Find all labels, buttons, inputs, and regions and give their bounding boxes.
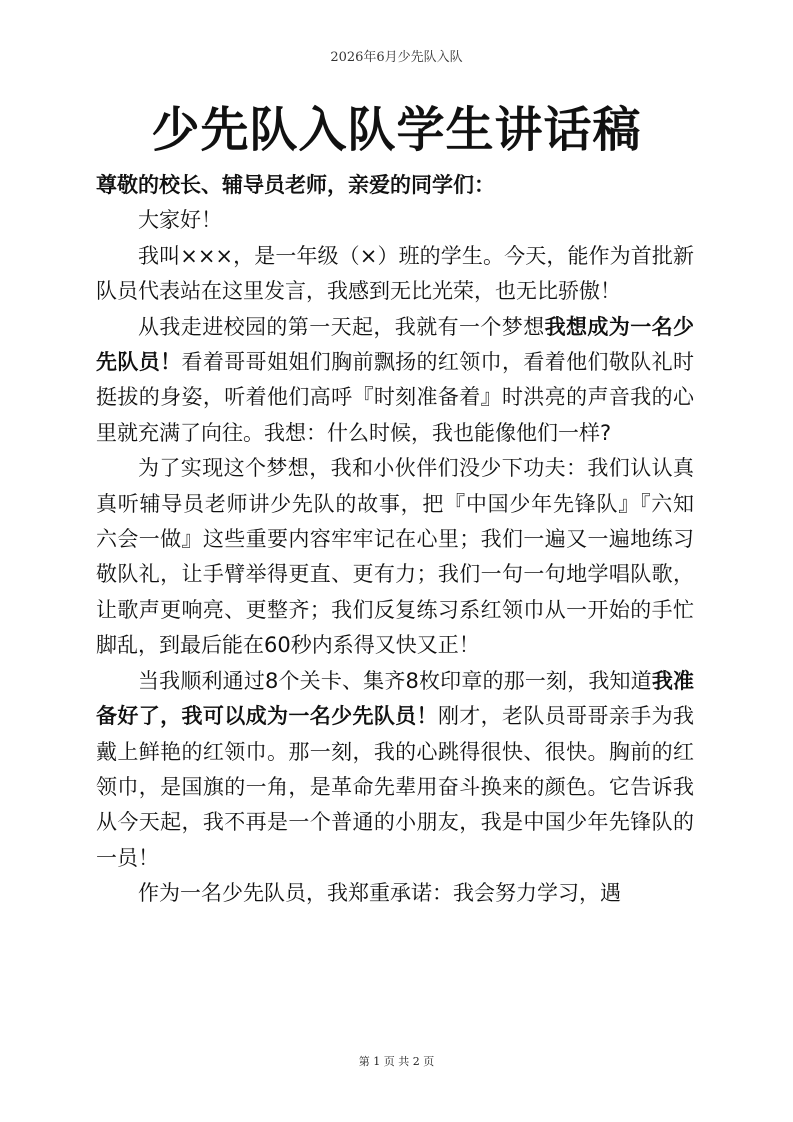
achievement-emphasis: 我准备好了，我可以成为一名少先队员！ (96, 668, 694, 729)
achievement-text-end: 刚才，老队员哥哥亲手为我戴上鲜艳的红领巾。那一刻，我的心跳得很快、很快。胸前的红领巾，是国旗的一角，是革命先辈用奋斗换来的颜色。它告诉我从今天起，我不再是一个普通的小朋友，我是中国少年先锋队的一员！ (96, 704, 695, 870)
achievement-text-start: 当我顺利通过8个关卡、集齐8枚印章的那一刻，我知道 (138, 668, 652, 693)
document-body (96, 168, 694, 912)
paragraph-achievement (96, 664, 694, 876)
paragraph-introduction: 我叫×××，是一年级（×）班的学生。今天，能作为首批新队员代表站在这里发言，我感到无比光荣，也无比骄傲！ (96, 243, 694, 304)
salutation: 尊敬的校长、辅导员老师，亲爱的同学们： (96, 173, 495, 197)
page-header: 2026年6月少先队入队 (330, 50, 463, 65)
paragraph-promise: 作为一名少先队员，我郑重承诺：我会努力学习，遇 (138, 881, 621, 906)
dream-text-start: 从我走进校园的第一天起，我就有一个梦想 (138, 314, 545, 339)
dream-emphasis: 我想成为一名少先队员！ (96, 314, 695, 375)
paragraph-dream (96, 310, 694, 452)
paragraph-preparation: 为了实现这个梦想，我和小伙伴们没少下功夫：我们认认真真听辅导员老师讲少先队的故事，把『中国少年先锋队』『六知六会一做』这些重要内容牢牢记在心里；我们一遍又一遍地练习敬队礼，让手臂举得更直、更有力；我们一句一句地学唱队歌，让歌声更响亮、更整齐；我们反复练习系红领巾从一开始的手忙脚乱，到最后能在60秒内系得又快又正！ (96, 456, 694, 658)
page-footer: 第 1 页 共 2 页 (358, 1055, 435, 1068)
paragraph-greeting: 大家好！ (138, 208, 222, 233)
dream-text-end: 看着哥哥姐姐们胸前飘扬的红领巾，看着他们敬队礼时挺拔的身姿，听着他们高呼『时刻准备着』时洪亮的声音我的心里就充满了向往。我想：什么时候，我也能像他们一样? (96, 350, 695, 445)
document-title: 少先队入队学生讲话稿 (151, 102, 642, 158)
